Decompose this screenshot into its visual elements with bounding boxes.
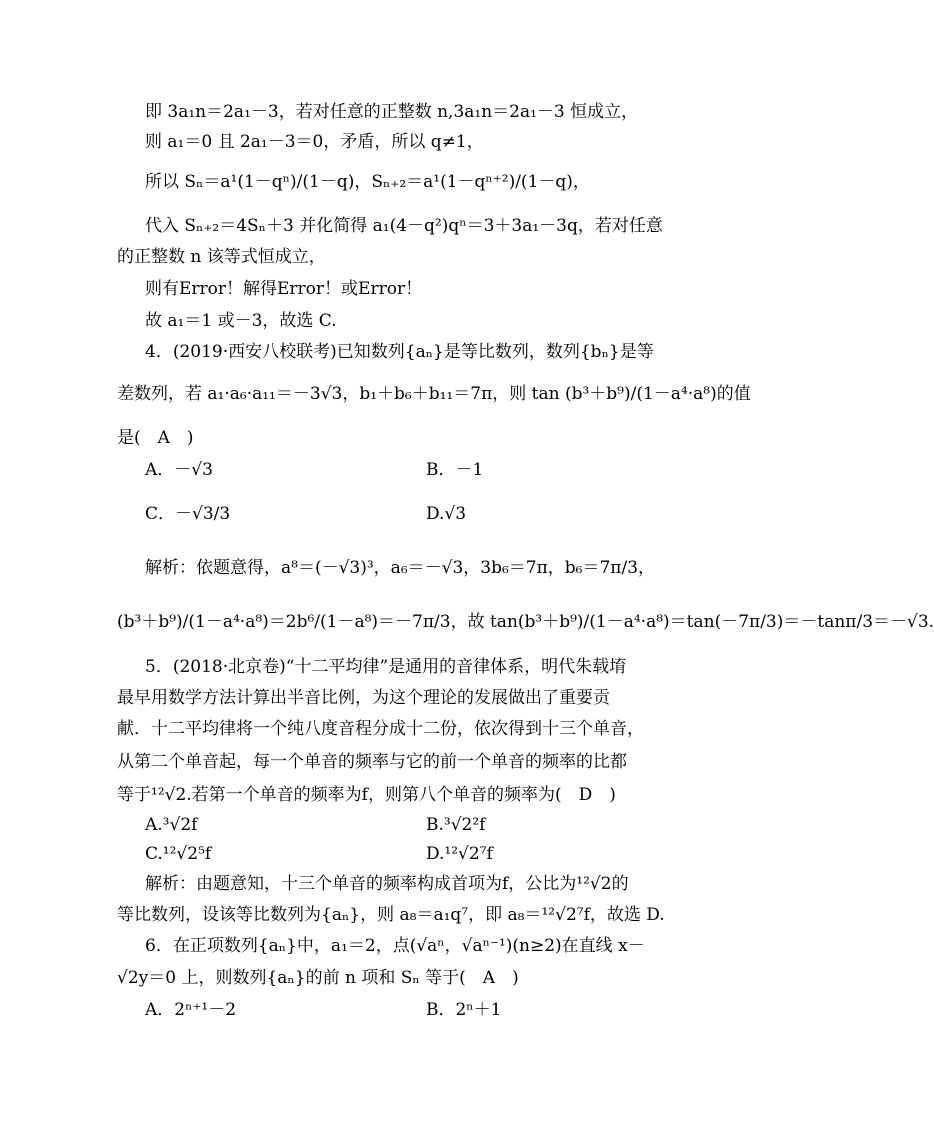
text-line: 故 a₁＝1 或－3，故选 C.: [145, 311, 337, 331]
option-b: B．－1: [426, 460, 484, 480]
option-d: D.√3: [426, 504, 467, 524]
solution-line: (b³＋b⁹)/(1－a⁴·a⁸)＝2b⁶/(1－a⁸)＝－7π/3，故 tan(b³＋b⁹)/(1－a⁴·a⁸)＝tan(－7π/3)＝－tanπ/3＝－√3.: [117, 612, 934, 632]
option-a: A．2ⁿ⁺¹－2: [145, 1000, 237, 1020]
page-bottom-margin: [0, 1040, 794, 1123]
text-line: 则有Error！解得Error！或Error！: [145, 279, 423, 299]
solution-line: 解析：依题意得，a⁸＝(－√3)³，a₆＝－√3，3b₆＝7π，b₆＝7π/3，: [145, 558, 656, 578]
question-4-answer: 是( A ): [117, 428, 194, 448]
option-d: D.¹²√2⁷f: [426, 844, 493, 864]
formula-line: 所以 Sₙ＝a¹(1－qⁿ)/(1－q)，Sₙ₊₂＝a¹(1－qⁿ⁺²)/(1－q)，: [145, 172, 590, 192]
option-c: C.¹²√2⁵f: [145, 844, 212, 864]
option-a: A．－√3: [145, 460, 213, 480]
text-line: 则 a₁＝0 且 2a₁－3＝0，矛盾，所以 q≠1，: [145, 132, 484, 152]
option-c: C．－√3/3: [145, 504, 231, 524]
question-5-stem: 5．(2018·北京卷)“十二平均律”是通用的音律体系，明代朱载堉: [145, 657, 627, 677]
question-5-stem: 等于¹²√2.若第一个单音的频率为f，则第八个单音的频率为( D ): [117, 785, 616, 805]
question-5-stem: 最早用数学方法计算出半音比例，为这个理论的发展做出了重要贡: [117, 688, 610, 708]
question-5-stem: 献．十二平均律将一个纯八度音程分成十二份，依次得到十三个单音，: [117, 719, 644, 739]
option-b: B．2ⁿ＋1: [426, 1000, 502, 1020]
text-line: 代入 Sₙ₊₂＝4Sₙ＋3 并化简得 a₁(4－q²)qⁿ＝3＋3a₁－3q，若对任意: [145, 216, 663, 236]
option-b: B.³√2²f: [426, 815, 486, 835]
question-6-stem: √2y＝0 上，则数列{aₙ}的前 n 项和 Sₙ 等于( A ): [117, 968, 519, 988]
text-line: 即 3a₁n＝2a₁－3，若对任意的正整数 n,3a₁n＝2a₁－3 恒成立，: [145, 102, 639, 122]
option-a: A.³√2f: [145, 815, 198, 835]
question-5-stem: 从第二个单音起，每一个单音的频率与它的前一个单音的频率的比都: [117, 752, 627, 772]
question-4-stem: 差数列，若 a₁·a₆·a₁₁＝－3√3，b₁＋b₆＋b₁₁＝7π，则 tan (b³＋b⁹)/(1－a⁴·a⁸)的值: [117, 384, 751, 404]
solution-line: 等比数列，设该等比数列为{aₙ}，则 a₈＝a₁q⁷，即 a₈＝¹²√2⁷f，故选 D.: [117, 905, 665, 925]
text-line: 的正整数 n 该等式恒成立，: [117, 247, 326, 267]
solution-line: 解析：由题意知，十三个单音的频率构成首项为f，公比为¹²√2的: [145, 874, 629, 894]
question-4-stem: 4．(2019·西安八校联考)已知数列{aₙ}是等比数列，数列{bₙ}是等: [145, 342, 654, 362]
question-6-stem: 6．在正项数列{aₙ}中，a₁＝2，点(√aⁿ，√aⁿ⁻¹)(n≥2)在直线 x－: [145, 936, 645, 956]
